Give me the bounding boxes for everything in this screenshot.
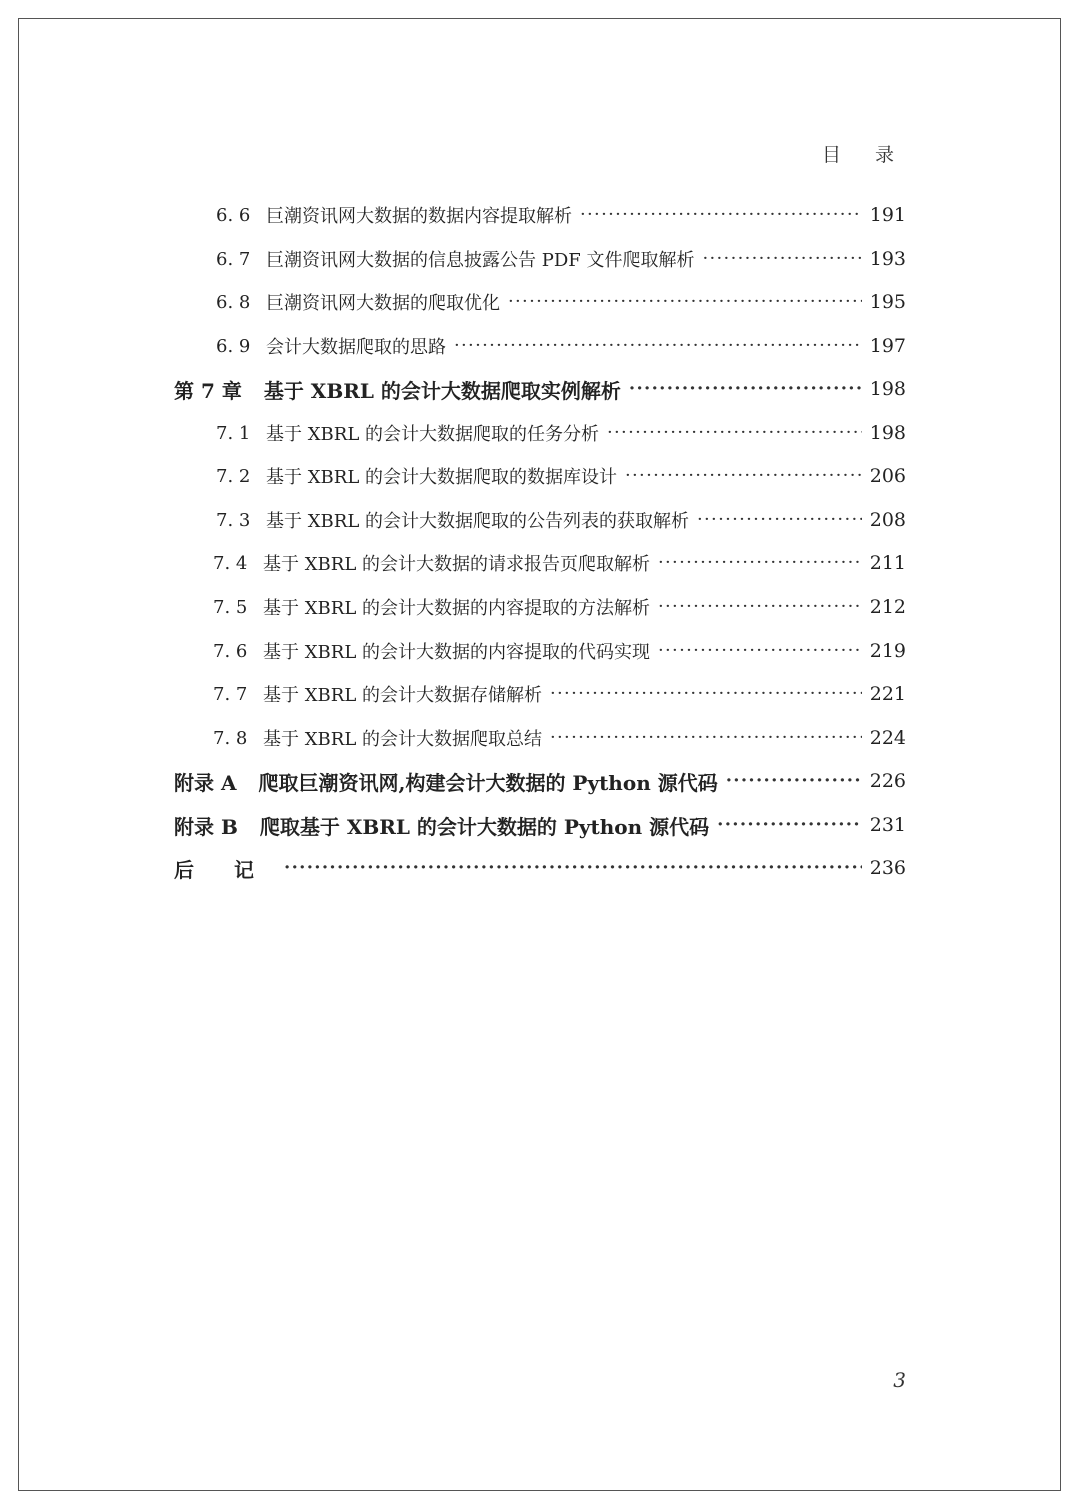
section-number: 7. 3: [216, 509, 251, 531]
section-number: 7. 8: [213, 727, 248, 749]
toc-entry[interactable]: [216, 200, 906, 230]
dot-leader: [658, 636, 862, 666]
page-ref: 198: [869, 422, 906, 444]
section-title: 基于 XBRL 的会计大数据爬取的任务分析: [266, 424, 599, 445]
page-ref: 211: [869, 552, 906, 574]
dot-leader: [607, 418, 862, 448]
page-ref: 195: [869, 291, 906, 313]
section-number: 7. 1: [216, 422, 251, 444]
toc-entry[interactable]: [216, 331, 906, 361]
page-ref: 212: [869, 596, 906, 618]
toc-entry[interactable]: [213, 723, 906, 753]
dot-leader: [508, 287, 862, 317]
toc-entry[interactable]: [213, 636, 906, 666]
section-number: 6. 7: [216, 248, 251, 270]
toc-entry[interactable]: [216, 244, 906, 274]
page-ref: 224: [869, 727, 906, 749]
section-number: 7. 6: [213, 640, 248, 662]
section-number: 7. 2: [216, 465, 251, 487]
toc-entry-chapter[interactable]: [174, 374, 906, 404]
afterword-label: 后 记: [174, 857, 254, 882]
dot-leader: [625, 461, 862, 491]
page-ref: 236: [869, 857, 906, 879]
chapter-number: 第 7 章: [174, 378, 242, 403]
page-ref: 208: [869, 509, 906, 531]
toc-entry[interactable]: [216, 418, 906, 448]
section-title: 基于 XBRL 的会计大数据爬取的公告列表的获取解析: [266, 511, 689, 532]
dot-leader: [717, 810, 862, 840]
toc-entry[interactable]: [213, 679, 906, 709]
toc-entry[interactable]: [213, 592, 906, 622]
section-title: 基于 XBRL 的会计大数据爬取总结: [263, 729, 542, 750]
dot-leader: [697, 505, 862, 535]
running-head: 目 录: [821, 144, 908, 166]
dot-leader: [629, 374, 862, 404]
dot-leader: [284, 853, 862, 883]
toc-entry[interactable]: [216, 461, 906, 491]
dot-leader: [454, 331, 862, 361]
chapter-title: 基于 XBRL 的会计大数据爬取实例解析: [263, 378, 621, 403]
toc-entry-appendix[interactable]: [174, 766, 906, 796]
section-number: 6. 8: [216, 291, 251, 313]
section-title: 巨潮资讯网大数据的信息披露公告 PDF 文件爬取解析: [266, 250, 695, 271]
section-number: 7. 4: [213, 552, 248, 574]
toc-entry[interactable]: [216, 505, 906, 535]
section-title: 基于 XBRL 的会计大数据存储解析: [263, 685, 542, 706]
dot-leader: [550, 679, 862, 709]
page-ref: 226: [869, 770, 906, 792]
dot-leader: [658, 548, 862, 578]
dot-leader: [702, 244, 861, 274]
section-title: 基于 XBRL 的会计大数据的内容提取的代码实现: [263, 642, 650, 663]
toc-entry-afterword[interactable]: [174, 853, 906, 883]
dot-leader: [658, 592, 862, 622]
section-title: 巨潮资讯网大数据的数据内容提取解析: [266, 206, 572, 227]
section-title: 基于 XBRL 的会计大数据爬取的数据库设计: [266, 467, 617, 488]
section-title: 巨潮资讯网大数据的爬取优化: [266, 293, 500, 314]
page-ref: 206: [869, 465, 906, 487]
toc-entry-appendix[interactable]: [174, 810, 906, 840]
section-number: 6. 9: [216, 335, 251, 357]
page-ref: 197: [869, 335, 906, 357]
section-title: 会计大数据爬取的思路: [266, 337, 446, 358]
section-number: 7. 5: [213, 596, 248, 618]
page-border: [18, 18, 1061, 1491]
toc-entry[interactable]: [216, 287, 906, 317]
page-ref: 221: [869, 683, 906, 705]
dot-leader: [726, 766, 862, 796]
page-ref: 198: [869, 378, 906, 400]
page-ref: 191: [869, 204, 906, 226]
toc-entry[interactable]: [213, 548, 906, 578]
section-number: 7. 7: [213, 683, 248, 705]
page-ref: 193: [869, 248, 906, 270]
section-title: 基于 XBRL 的会计大数据的内容提取的方法解析: [263, 598, 650, 619]
appendix-number: 附录 A: [174, 770, 237, 795]
section-title: 基于 XBRL 的会计大数据的请求报告页爬取解析: [263, 554, 650, 575]
section-number: 6. 6: [216, 204, 251, 226]
appendix-title: 爬取基于 XBRL 的会计大数据的 Python 源代码: [259, 814, 710, 839]
appendix-title: 爬取巨潮资讯网,构建会计大数据的 Python 源代码: [258, 770, 718, 795]
dot-leader: [580, 200, 862, 230]
dot-leader: [550, 723, 862, 753]
page-ref: 231: [869, 814, 906, 836]
page-number: 3: [893, 1368, 906, 1392]
page-ref: 219: [869, 640, 906, 662]
appendix-number: 附录 B: [174, 814, 238, 839]
